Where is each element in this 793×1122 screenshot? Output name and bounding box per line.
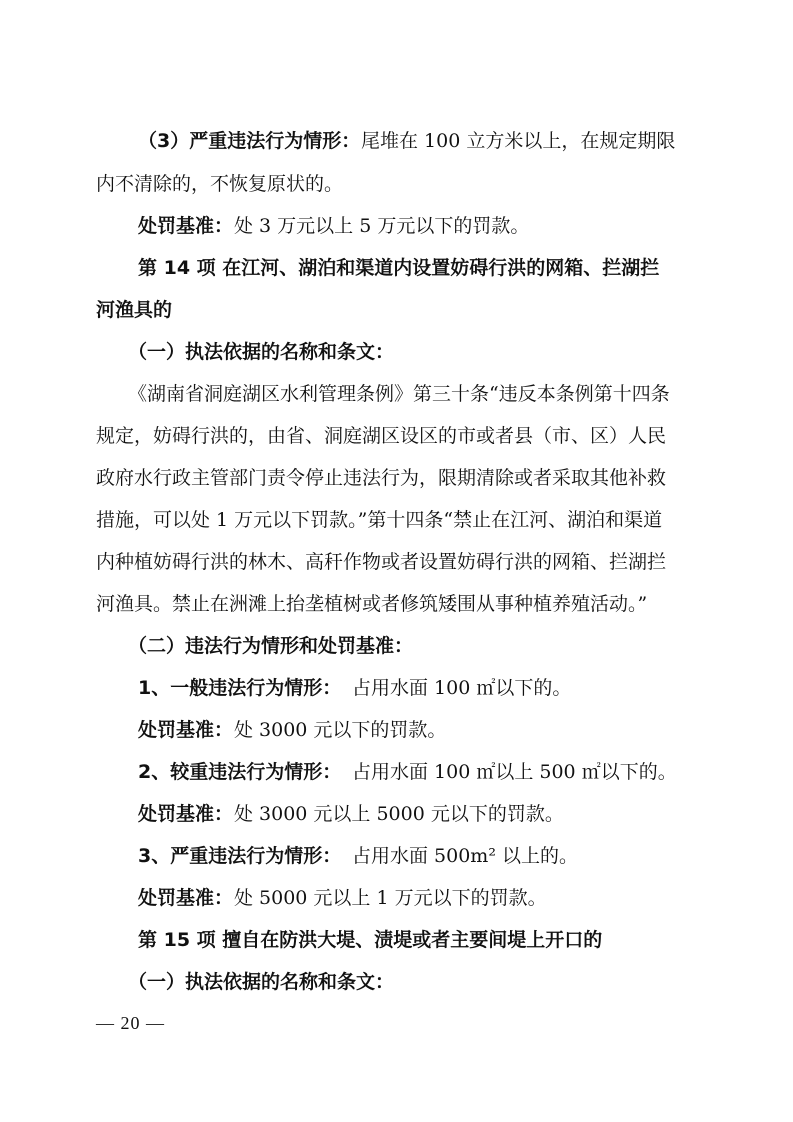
bold-label: 3、严重违法行为情形： <box>138 845 342 867</box>
body-text: 尾堆在 100 立方米以上，在规定期限 <box>361 130 676 152</box>
heading-text: （一）执法依据的名称和条文： <box>128 341 395 363</box>
body-text: 占用水面 100 ㎡以上 500 ㎡以下的。 <box>352 761 677 783</box>
body-text: 规定，妨碍行洪的，由省、洞庭湖区设区的市或者县（市、区）人民 <box>96 425 667 447</box>
heading-text: 第 14 项 在江河、湖泊和渠道内设置妨碍行洪的网箱、拦湖拦 <box>138 257 660 279</box>
body-text: 处 5000 元以上 1 万元以下的罚款。 <box>234 887 547 909</box>
page-number: — 20 — <box>96 1013 165 1033</box>
body-text: 处 3 万元以上 5 万元以下的罚款。 <box>234 215 530 237</box>
bold-label: 处罚基准： <box>138 215 234 237</box>
heading-text: （二）违法行为情形和处罚基准： <box>128 635 414 657</box>
bold-label: 1、一般违法行为情形： <box>138 677 342 699</box>
body-text: 处 3000 元以上 5000 元以下的罚款。 <box>234 803 564 825</box>
body-text: 处 3000 元以下的罚款。 <box>234 719 447 741</box>
heading-text: 河渔具的 <box>96 299 173 321</box>
heading-text: （一）执法依据的名称和条文： <box>128 971 395 993</box>
body-text: 措施，可以处 1 万元以下罚款。”第十四条“禁止在江河、湖泊和渠道 <box>96 509 663 531</box>
body-text: 占用水面 500m² 以上的。 <box>352 845 578 867</box>
bold-label: 2、较重违法行为情形： <box>138 761 342 783</box>
bold-label: 处罚基准： <box>138 887 234 909</box>
heading-text: 第 15 项 擅自在防洪大堤、渍堤或者主要间堤上开口的 <box>138 929 603 951</box>
bold-label: 处罚基准： <box>138 719 234 741</box>
body-text: 《湖南省洞庭湖区水利管理条例》第三十条“违反本条例第十四条 <box>128 383 670 405</box>
bold-label: （3）严重违法行为情形： <box>138 130 361 152</box>
body-text: 河渔具。禁止在洲滩上抬垄植树或者修筑矮围从事种植养殖活动。” <box>96 593 648 615</box>
body-text: 占用水面 100 ㎡以下的。 <box>352 677 572 699</box>
body-text: 内种植妨碍行洪的林木、高秆作物或者设置妨碍行洪的网箱、拦湖拦 <box>96 551 667 573</box>
bold-label: 处罚基准： <box>138 803 234 825</box>
body-text: 内不清除的，不恢复原状的。 <box>96 173 344 195</box>
body-text: 政府水行政主管部门责令停止违法行为，限期清除或者采取其他补救 <box>96 467 667 489</box>
